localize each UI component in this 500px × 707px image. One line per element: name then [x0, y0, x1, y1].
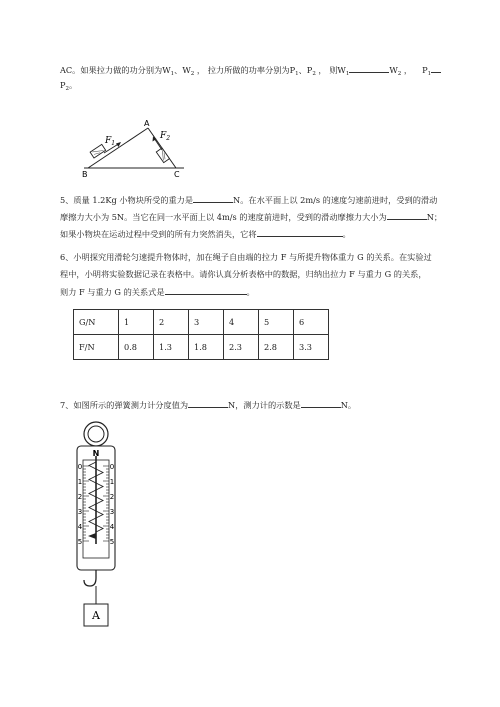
q5-text-d: N；: [426, 212, 443, 222]
scale-number: 0: [109, 463, 115, 471]
q4-text-a: AC。如果拉力做的功分别为: [60, 65, 163, 75]
q4-p: P: [422, 65, 428, 75]
q5-text-a: 5、质量 1.2Kg 小物块所受的重力是: [60, 195, 194, 205]
q5-text-c: 摩擦力大小为 5N。当它在同一水平面上以 4m/s 的速度前进时，受到的滑动摩擦力大小为: [60, 212, 387, 222]
q4-p2-sub: 2: [312, 71, 316, 77]
q4-sep: 、: [298, 65, 307, 75]
q4-p: P: [289, 65, 296, 75]
q5-text-f: 。: [342, 229, 351, 239]
table-cell: 1: [119, 310, 154, 335]
q4-sub: 1: [345, 71, 350, 77]
q4-line-2: [60, 80, 77, 90]
q4-sub: 1: [427, 71, 432, 77]
q5-line-2: [60, 211, 442, 222]
data-table: [73, 309, 329, 360]
table-cell: 2.3: [224, 335, 259, 360]
label-f1: $F_1$: [105, 136, 116, 147]
q5-line-1: [60, 194, 437, 205]
hook: [84, 570, 96, 586]
q7-blank-reading[interactable]: [301, 399, 341, 408]
table-cell: 1.3: [154, 335, 189, 360]
q5-blank-friction[interactable]: [387, 211, 427, 220]
unit-label: N: [92, 449, 100, 458]
q4-sub: 2: [65, 86, 70, 92]
table-cell: 1.8: [189, 335, 224, 360]
q5-text-e: 如果小物块在运动过程中受到的所有力突然消失，它将: [60, 229, 257, 239]
q7-text-a: 7、如图所示的弹簧测力计分度值为: [60, 400, 189, 410]
scale-number: 2: [109, 493, 115, 501]
table-cell: 5: [259, 310, 294, 335]
q6-line-2: 程中，小明将实验数据记录在表格中。请你认真分析表格中的数据，归纳出拉力 F 与重力 G 的关系，: [60, 269, 427, 279]
q5-blank-weight[interactable]: [193, 194, 233, 203]
block-left: [90, 144, 106, 158]
scale-number: 2: [77, 493, 83, 501]
q5-blank-motion[interactable]: [257, 228, 343, 237]
q4-period: 。: [69, 80, 78, 90]
q7-line-1: [60, 399, 356, 410]
q4-w2-sub: 2: [190, 71, 195, 77]
table-cell: 6: [294, 310, 329, 335]
scale-number: 5: [77, 538, 83, 546]
scale-number: 1: [109, 478, 115, 486]
q4-p: P: [306, 65, 313, 75]
scale-number: 3: [109, 508, 115, 516]
q4-text-b: ， 拉力所做的功率分别为: [196, 65, 290, 75]
scale-number: 3: [77, 508, 83, 516]
row-header-g: G/N: [74, 310, 119, 335]
q4-w: W: [337, 65, 346, 75]
q4-line-1: [60, 64, 441, 75]
q4-p1-sub: 1: [295, 71, 299, 77]
q6-line-3: [60, 286, 255, 297]
table-cell: 2: [154, 310, 189, 335]
table-row: [74, 310, 329, 335]
q5-text-b: N。在水平面上以 2m/s 的速度匀速前进时，受到的滑动: [233, 195, 438, 205]
label-c: C: [174, 170, 180, 178]
q4-w1-sub: 1: [170, 71, 175, 77]
scale-number: 0: [77, 463, 83, 471]
block-right: [156, 148, 169, 163]
q4-p: P: [60, 80, 66, 90]
q4-text-c: ， 则: [318, 65, 338, 75]
q4-sub: 2: [397, 71, 402, 77]
q4-w: W: [182, 65, 191, 75]
scale-number: 4: [109, 523, 115, 531]
q6-line-1: 6、小明探究用滑轮匀速提升物体时，加在绳子自由端的拉力 F 与所提升物体重力 G 的关系。在实验过: [60, 252, 432, 262]
top-ring-inner: [88, 426, 104, 442]
q6-text-a: 则力 F 与重力 G 的关系式是: [60, 287, 165, 297]
q7-text-c: N。: [340, 400, 357, 410]
q7-text-b: N，测力计的示数是: [228, 400, 301, 410]
incline-figure: [80, 116, 190, 178]
spring-scale-figure: [62, 418, 132, 630]
scale-number: 4: [77, 523, 83, 531]
table-cell: 2.8: [259, 335, 294, 360]
table-cell: 3.3: [294, 335, 329, 360]
q4-w: W: [389, 65, 398, 75]
q4-sep: 、: [174, 65, 183, 75]
weight-label: A: [92, 609, 100, 622]
label-b: B: [82, 170, 88, 178]
q4-blank-w[interactable]: [349, 64, 389, 73]
table-row: [74, 335, 329, 360]
label-a: A: [144, 119, 150, 128]
scale-number: 5: [109, 538, 115, 546]
table-cell: 3: [189, 310, 224, 335]
q7-blank-division[interactable]: [188, 399, 228, 408]
q4-comma: ，: [403, 65, 413, 75]
table-cell: 4: [224, 310, 259, 335]
q6-blank-relation[interactable]: [165, 286, 247, 295]
scale-number: 1: [77, 478, 83, 486]
table-cell: 0.8: [119, 335, 154, 360]
q4-blank-p[interactable]: [431, 64, 441, 73]
q4-w: W: [162, 65, 171, 75]
q6-text-b: 。: [246, 287, 255, 297]
label-f2: $F_2$: [160, 131, 171, 142]
row-header-f: F/N: [74, 335, 119, 360]
q5-line-3: [60, 228, 351, 239]
